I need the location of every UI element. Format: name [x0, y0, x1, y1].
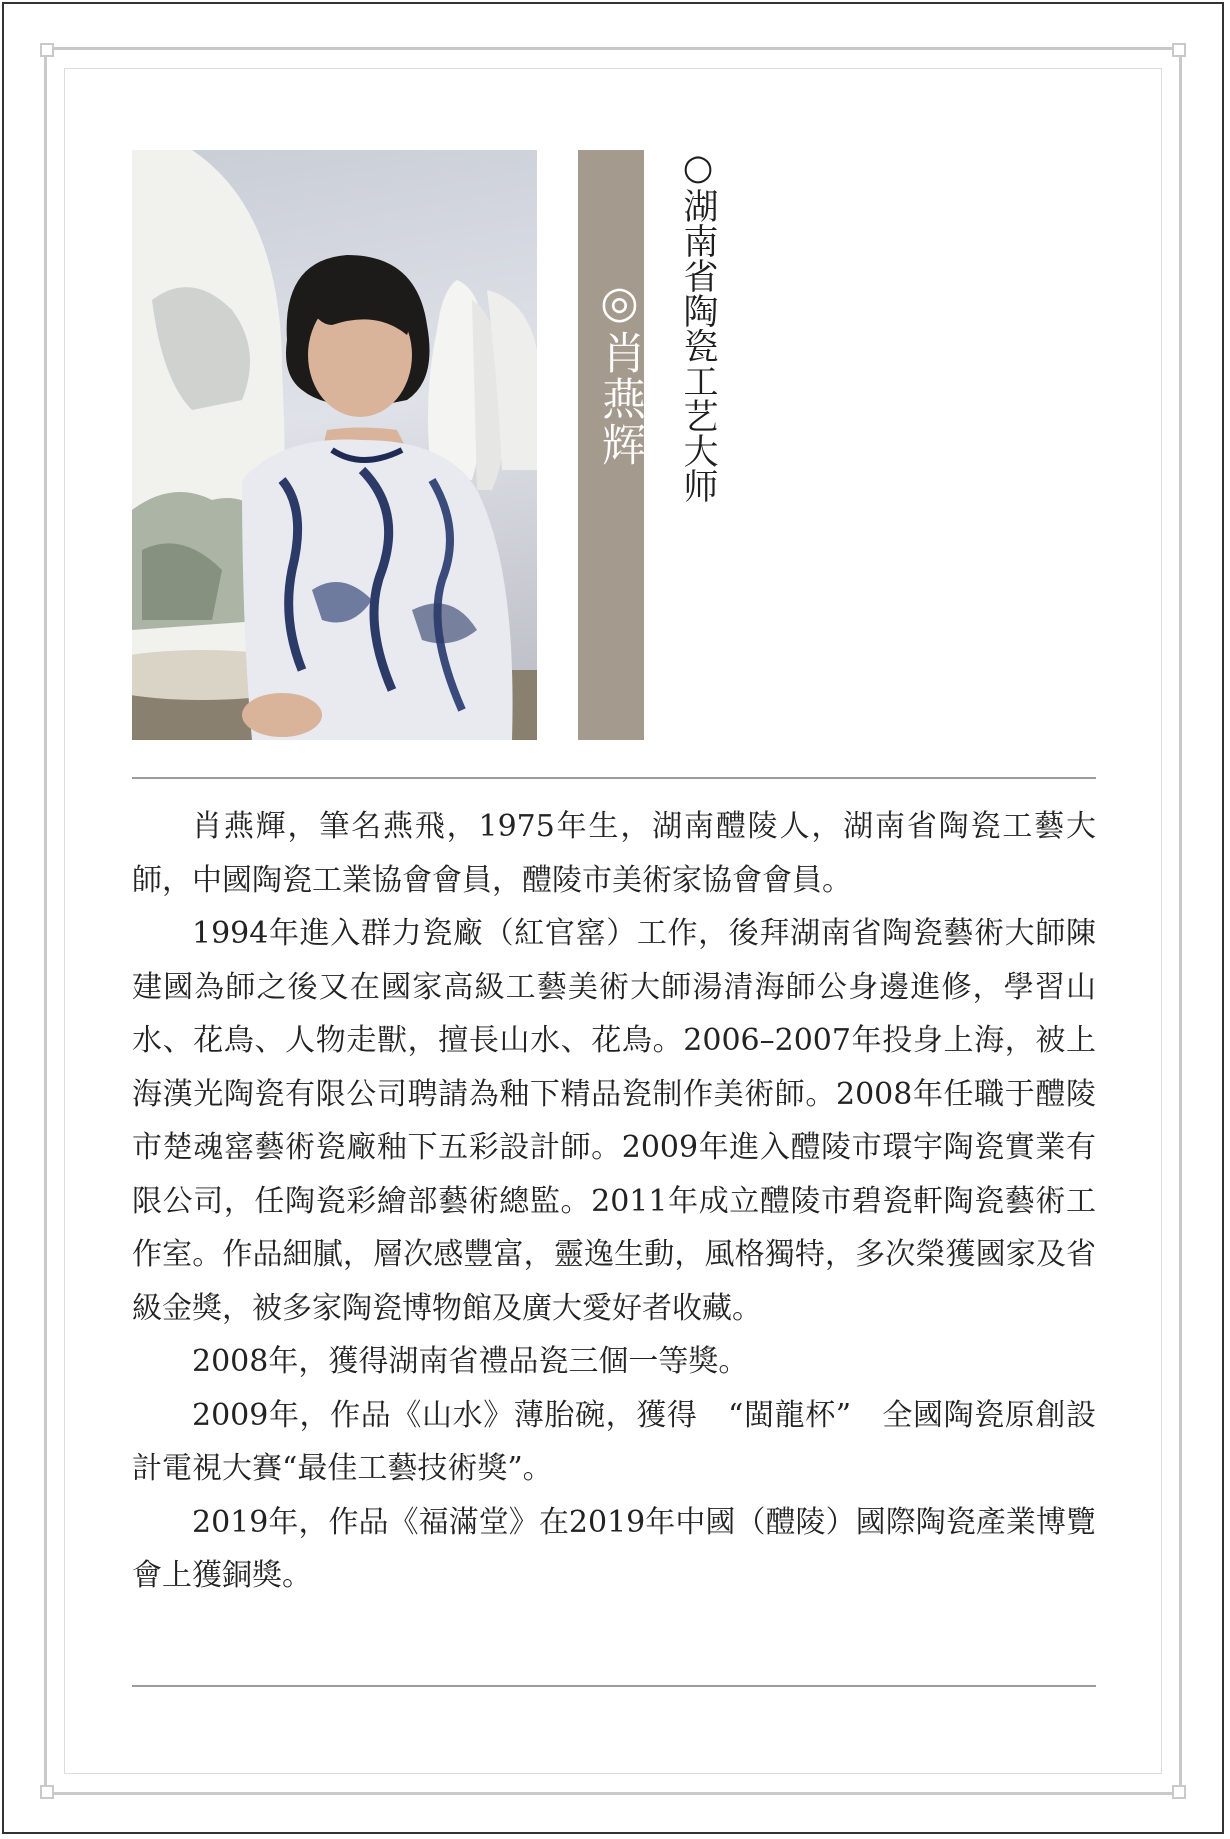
bottom-divider: [132, 1685, 1096, 1687]
artist-title: ○湖南省陶瓷工艺大师: [678, 148, 718, 503]
bio-paragraph: 2009年，作品《山水》薄胎碗，獲得 “閩龍杯” 全國陶瓷原創設計電視大賽“最佳工藝技術獎”。: [132, 1397, 1096, 1486]
bio-paragraph: 2019年，作品《福滿堂》在2019年中國（醴陵）國際陶瓷產業博覽會上獲銅獎。: [132, 1504, 1096, 1593]
frame-corner-top-right: [1172, 43, 1186, 57]
artist-name: ◎肖燕辉: [594, 276, 645, 468]
frame-corner-bottom-right: [1172, 1785, 1186, 1799]
bio-paragraph: 2008年，獲得湖南省禮品瓷三個一等獎。: [192, 1344, 749, 1379]
bio-paragraph: 肖燕輝，筆名燕飛，1975年生，湖南醴陵人，湖南省陶瓷工藝大師，中國陶瓷工業協會會員，醴陵市美術家協會會員。: [132, 809, 1096, 898]
bio-paragraph: 1994年進入群力瓷廠（紅官窰）工作，後拜湖南省陶瓷藝術大師陳建國為師之後又在國家高級工藝美術大師湯清海師公身邊進修，學習山水、花鳥、人物走獸，擅長山水、花鳥。2006–2007年投身上海，被上海漢光陶瓷有限公司聘請為釉下精品瓷制作美術師。2008年任職于醴陵市楚魂窰藝術瓷廠釉下五彩設計師。2009年進入醴陵市環宇陶瓷實業有限公司，任陶瓷彩繪部藝術總監。2011年成立醴陵市碧瓷軒陶瓷藝術工作室。作品細膩，層次感豐富，靈逸生動，風格獨特，多次榮獲國家及省級金獎，被多家陶瓷博物館及廣大愛好者收藏。: [132, 916, 1096, 1326]
portrait-photo: [132, 150, 537, 740]
name-banner: [578, 150, 644, 740]
biography-text: [132, 800, 1096, 1603]
frame-corner-bottom-left: [40, 1785, 54, 1799]
top-divider: [132, 777, 1096, 779]
frame-corner-top-left: [40, 43, 54, 57]
